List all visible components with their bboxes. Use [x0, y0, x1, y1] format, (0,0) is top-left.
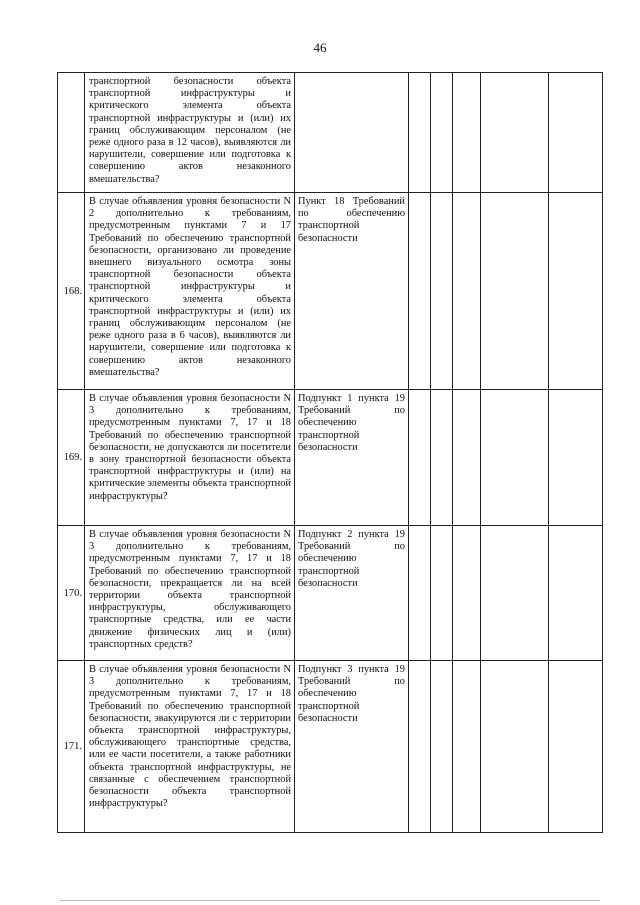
question-text: В случае объявления уровня безопасности N 3 дополнительно к требованиям, предусмотренным пунктами 7, 17 и 18 Требований по обеспечению транспортной безопасности, прекращается ли на всей территории объекта транспортной инфраструктуры, обслуживающего транспортные средства, или ее части движение физических лиц и (или) транспортных средств? — [85, 526, 295, 661]
table-row — [58, 390, 603, 526]
answer-cell — [481, 193, 549, 390]
page-number: 46 — [313, 40, 327, 55]
row-number: 169. — [58, 390, 85, 526]
page-bottom-rule — [60, 900, 600, 901]
requirement-reference: Пункт 18 Требований по обеспечению транспортной безопасности — [295, 193, 409, 390]
table-row — [58, 73, 603, 193]
answer-cell — [549, 526, 603, 661]
answer-cell — [431, 661, 453, 833]
answer-cell — [431, 73, 453, 193]
answer-cell — [431, 390, 453, 526]
row-number: 170. — [58, 526, 85, 661]
answer-cell — [481, 390, 549, 526]
answer-cell — [431, 526, 453, 661]
answer-cell — [453, 390, 481, 526]
requirement-reference: Подпункт 1 пункта 19 Требований по обеспечению транспортной безопасности — [295, 390, 409, 526]
answer-cell — [431, 193, 453, 390]
answer-cell — [481, 526, 549, 661]
answer-cell — [549, 193, 603, 390]
requirement-reference: Подпункт 2 пункта 19 Требований по обеспечению транспортной безопасности — [295, 526, 409, 661]
row-number — [58, 73, 85, 193]
requirement-reference — [295, 73, 409, 193]
question-text: транспортной безопасности объекта транспортной инфраструктуры и критического элемента объекта транспортной инфраструктуры и (или) их границ обслуживающим персоналом (не реже одного раза в 12 часов), выявляются ли нарушители, совершение или подготовка к совершению актов незаконного вмешательства? — [85, 73, 295, 193]
question-text: В случае объявления уровня безопасности N 2 дополнительно к требованиям, предусмотренным пунктами 7 и 17 Требований по обеспечению транспортной безопасности, организовано ли проведение внешнего визуального осмотра зоны транспортной безопасности объекта транспортной инфраструктуры и критического элемента объекта транспортной инфраструктуры и (или) их границ обслуживающим персоналом (не реже одного раза в 6 часов), выявляются ли нарушители, совершение или подготовка к совершению актов незаконного вмешательства? — [85, 193, 295, 390]
answer-cell — [409, 661, 431, 833]
answer-cell — [481, 73, 549, 193]
answer-cell — [453, 661, 481, 833]
table-row — [58, 526, 603, 661]
question-text: В случае объявления уровня безопасности N 3 дополнительно к требованиям, предусмотренным пунктами 7, 17 и 18 Требований по обеспечению транспортной безопасности, эвакуируются ли с территории объекта транспортной инфраструктуры, обслуживающего транспортные средства, или ее части посетители, а также работники объекта транспортной инфраструктуры, не связанные с обеспечением транспортной безопасности объекта транспортной инфраструктуры? — [85, 661, 295, 833]
answer-cell — [453, 193, 481, 390]
question-text: В случае объявления уровня безопасности N 3 дополнительно к требованиям, предусмотренным пунктами 7, 17 и 18 Требований по обеспечению транспортной безопасности, не допускаются ли посетители в зону транспортной безопасности объекта транспортной инфраструктуры и (или) на критические элементы объекта транспортной инфраструктуры? — [85, 390, 295, 526]
requirement-reference: Подпункт 3 пункта 19 Требований по обеспечению транспортной безопасности — [295, 661, 409, 833]
answer-cell — [409, 390, 431, 526]
answer-cell — [453, 526, 481, 661]
answer-cell — [549, 661, 603, 833]
row-number: 171. — [58, 661, 85, 833]
row-number: 168. — [58, 193, 85, 390]
answer-cell — [549, 73, 603, 193]
answer-cell — [549, 390, 603, 526]
answer-cell — [453, 73, 481, 193]
answer-cell — [481, 661, 549, 833]
answer-cell — [409, 193, 431, 390]
answer-cell — [409, 73, 431, 193]
checklist-table — [57, 72, 603, 833]
table-row — [58, 193, 603, 390]
table-row — [58, 661, 603, 833]
answer-cell — [409, 526, 431, 661]
